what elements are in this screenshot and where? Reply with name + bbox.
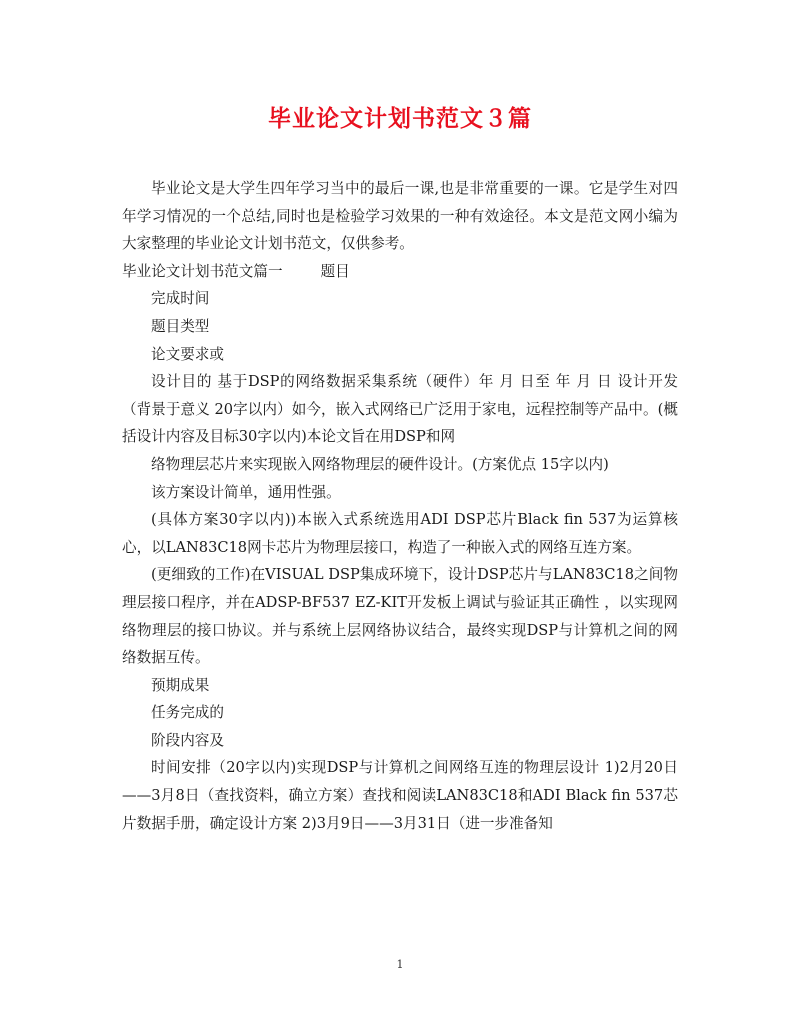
field-label: 论文要求或 <box>151 345 224 363</box>
page-title: 毕业论文计划书范文３篇 <box>268 105 532 132</box>
field-label: 阶段内容及 <box>151 731 224 749</box>
section-heading: 毕业论文计划书范文篇一 <box>122 262 283 280</box>
field-label: 题目类型 <box>151 317 210 335</box>
body-paragraph: (更细致的工作)在VISUAL DSP集成环境下，设计DSP芯片与LAN83C18之间物理层接口程序，并在ADSP-BF537 EZ-KIT开发板上调试与验证其正确性 ，以实现网络物理层的接口协议。并与系统上层网络协议结合，最终实现DSP与计算机之间的网络数据互传。 <box>122 566 678 667</box>
document-body <box>122 175 678 837</box>
field-label: 任务完成的 <box>151 704 224 722</box>
field-label: 预期成果 <box>151 676 210 694</box>
body-paragraph: 该方案设计简单，通用性强。 <box>151 483 341 501</box>
intro-paragraph: 毕业论文是大学生四年学习当中的最后一课,也是非常重要的一课。它是学生对四年学习情况的一个总结,同时也是检验学习效果的一种有效途径。本文是范文网小编为大家整理的毕业论文计划书范文，仅供参考。 <box>122 180 678 253</box>
field-label: 完成时间 <box>151 290 210 308</box>
body-paragraph: (具体方案30字以内))本嵌入式系统选用ADI DSP芯片Black fin 537为运算核心，以LAN83C18网卡芯片为物理层接口，构造了一种嵌入式的网络互连方案。 <box>122 511 678 556</box>
body-paragraph: 时间安排（20字以内)实现DSP与计算机之间网络互连的物理层设计 1)2月20日——3月8日（查找资料，确立方案）查找和阅读LAN83C18和ADI Black fin 537芯片数据手册，确定设计方案 2)3月9日——3月31日（进一步准备知 <box>122 759 678 832</box>
page-number: 1 <box>396 958 404 971</box>
body-paragraph: 设计目的 基于DSP的网络数据采集系统（硬件）年 月 日至 年 月 日 设计开发（背景于意义 20字以内）如今，嵌入式网络已广泛用于家电，远程控制等产品中。(概括设计内容及目标30字以内)本论文旨在用DSP和网 <box>122 373 678 446</box>
section-heading-topic: 题目 <box>320 262 350 280</box>
section-heading-line <box>122 258 678 286</box>
body-paragraph: 络物理层芯片来实现嵌入网络物理层的硬件设计。(方案优点 15字以内) <box>151 455 609 473</box>
